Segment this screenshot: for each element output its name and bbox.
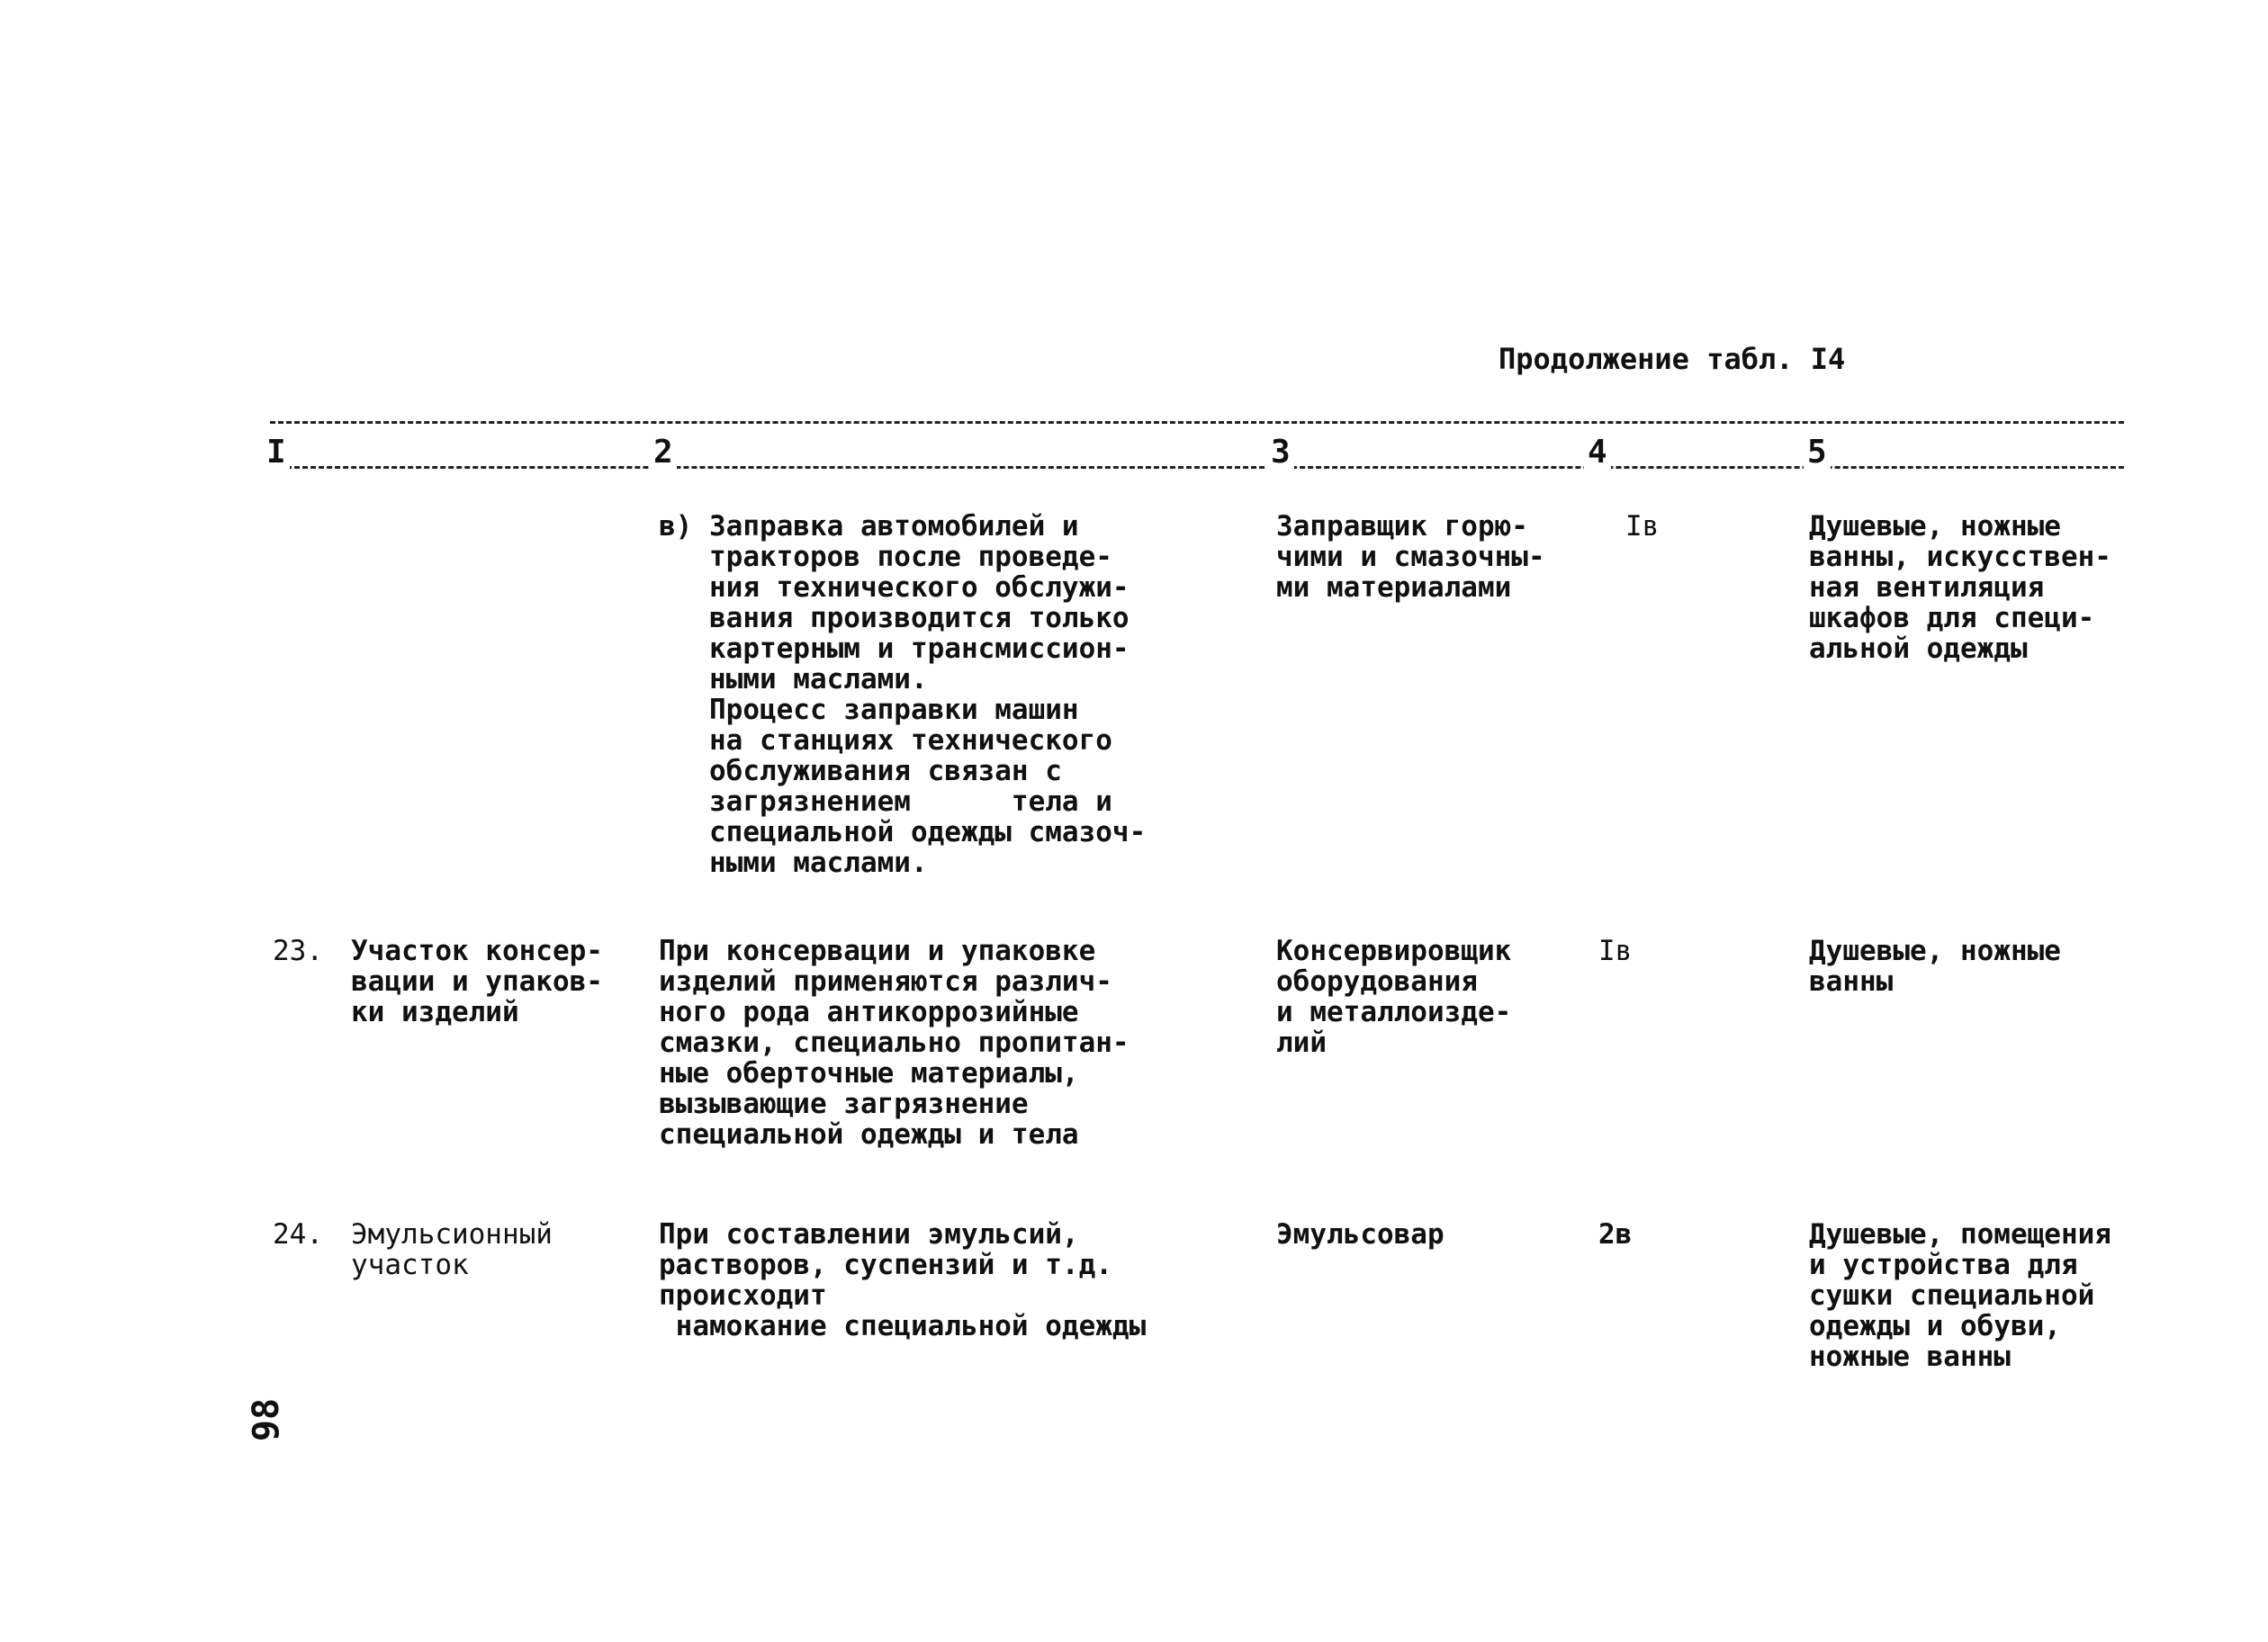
column-number-1: I xyxy=(263,434,290,471)
profession-name: Эмульсовар xyxy=(1276,1218,1444,1251)
header-rule-bottom xyxy=(270,466,2124,469)
sanitary-group: 2в xyxy=(1598,1218,1633,1251)
table-caption: Продолжение табл. I4 xyxy=(1498,342,1846,376)
process-description: При консервации и упаковке изделий применяются различ- ного рода антикоррозийные смазки, специально пропитан- ные оберточные материалы, вызывающие загрязнение специальной одежды и тела xyxy=(659,935,1130,1151)
column-number-4: 4 xyxy=(1584,434,1611,471)
profession-name: Заправщик горю- чими и смазочны- ми материалами xyxy=(1276,510,1545,604)
sanitary-devices: Душевые, помещения и устройства для сушки специальной одежды и обуви, ножные ванны xyxy=(1809,1218,2111,1373)
sanitary-group: Iв xyxy=(1625,510,1660,543)
sanitary-group: Iв xyxy=(1598,935,1633,967)
sanitary-devices: Душевые, ножные ванны xyxy=(1809,935,2061,998)
area-name: Эмульсионный участок xyxy=(351,1218,553,1281)
process-description: в) Заправка автомобилей и тракторов после проведе- ния технического обслужи- вания производится только картерным и трансмиссион- ными маслами. Процесс заправки машин на станциях технического обслуживания связан с загрязнением тела и специальной одежды смазоч- ными маслами. xyxy=(659,510,1147,879)
sanitary-devices: Душевые, ножные ванны, искусствен- ная вентиляция шкафов для специ- альной одежды xyxy=(1809,510,2111,665)
area-name: Участок консер- вации и упаков- ки изделий xyxy=(351,935,603,1028)
page-number: 98 xyxy=(246,1397,288,1442)
row-number: 23. xyxy=(273,935,323,967)
header-rule-top xyxy=(270,421,2124,424)
column-number-5: 5 xyxy=(1804,434,1831,471)
process-description: При составлении эмульсий, растворов, суспензий и т.д. происходит намокание специальной одежды xyxy=(659,1218,1147,1342)
column-number-3: 3 xyxy=(1267,434,1294,471)
column-number-2: 2 xyxy=(650,434,677,471)
row-number: 24. xyxy=(273,1218,323,1251)
profession-name: Консервировщик оборудования и металлоизде- лий xyxy=(1276,935,1512,1059)
